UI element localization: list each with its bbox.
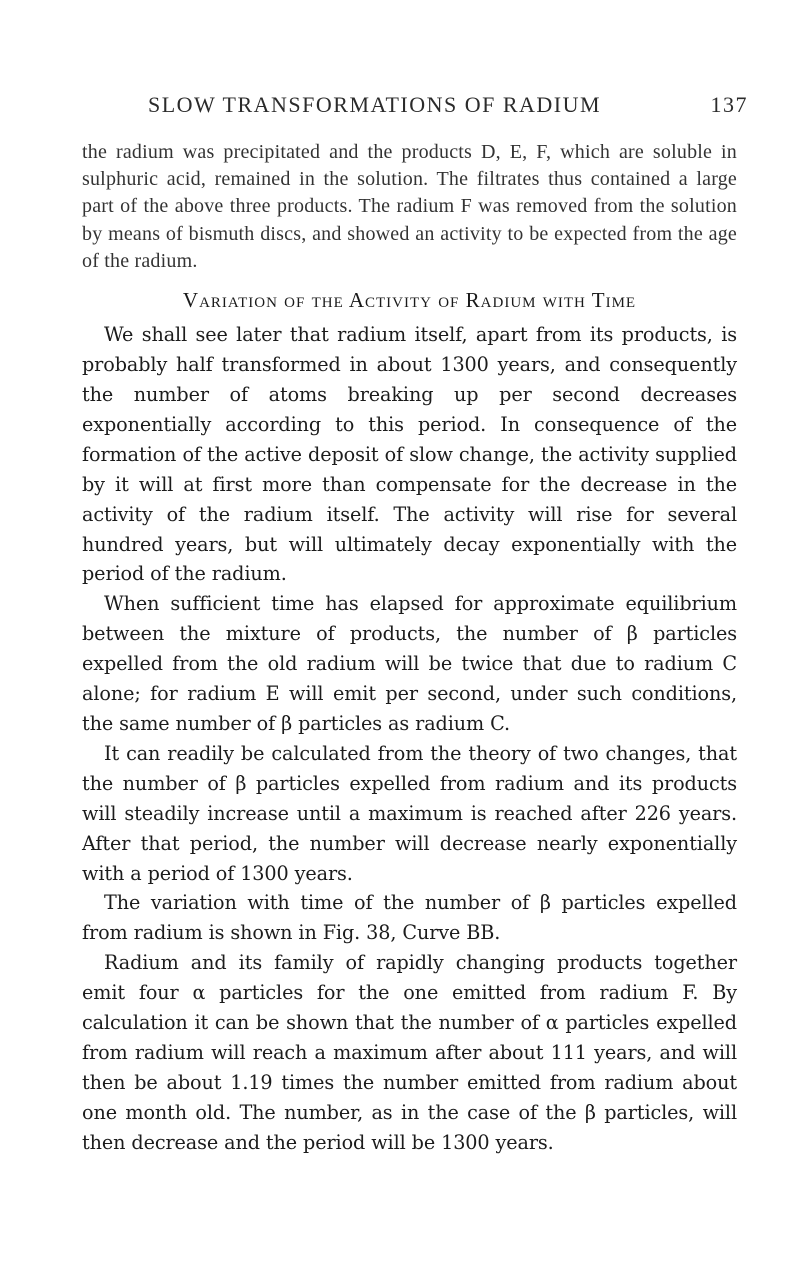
paragraph-3: It can readily be calculated from the theory of two changes, that the number of β particles expelled from radium and its products will steadily increase until a maximum is reached after 226 years. After that period, the number will decrease nearly exponentially with a period of 1300 years. [82, 741, 737, 885]
running-head [148, 92, 748, 118]
intro-paragraph: the radium was precipitated and the products D, E, F, which are soluble in sulphuric acid, remained in the solution. The filtrates thus contained a large part of the above three products. The radium F was removed from the solution by means of bismuth discs, and showed an activity to be expected from the age of the radium. [82, 141, 737, 272]
page-number: 137 [710, 92, 748, 117]
page-body [82, 139, 737, 1158]
section-heading: Variation of the Activity of Radium with Time [182, 288, 637, 313]
running-head-title: SLOW TRANSFORMATIONS OF RADIUM [148, 92, 602, 117]
paragraph-4: The variation with time of the number of β particles expelled from radium is shown in Fig. 38, Curve BB. [82, 891, 737, 945]
paragraph-1: We shall see later that radium itself, apart from its products, is probably half transformed in about 1300 years, and consequently the number of atoms breaking up per second decreases exponentially according to this period. In consequence of the formation of the active deposit of slow change, the activity supplied by it will at first more than compensate for the decrease in the activity of the radium itself. The activity will rise for several hundred years, but will ultimately decay exponentially with the period of the radium. [82, 323, 737, 586]
paragraph-2: When sufficient time has elapsed for approximate equilibrium between the mixture of products, the number of β particles expelled from the old radium will be twice that due to radium C alone; for radium E will emit per second, under such conditions, the same number of β particles as radium C. [82, 592, 737, 735]
paragraph-5: Radium and its family of rapidly changing products together emit four α particles for the one emitted from radium F. By calculation it can be shown that the number of α particles expelled from radium will reach a maximum after about 111 years, and will then be about 1.19 times the number emitted from radium about one month old. The number, as in the case of the β particles, will then decrease and the period will be 1300 years. [82, 951, 737, 1154]
